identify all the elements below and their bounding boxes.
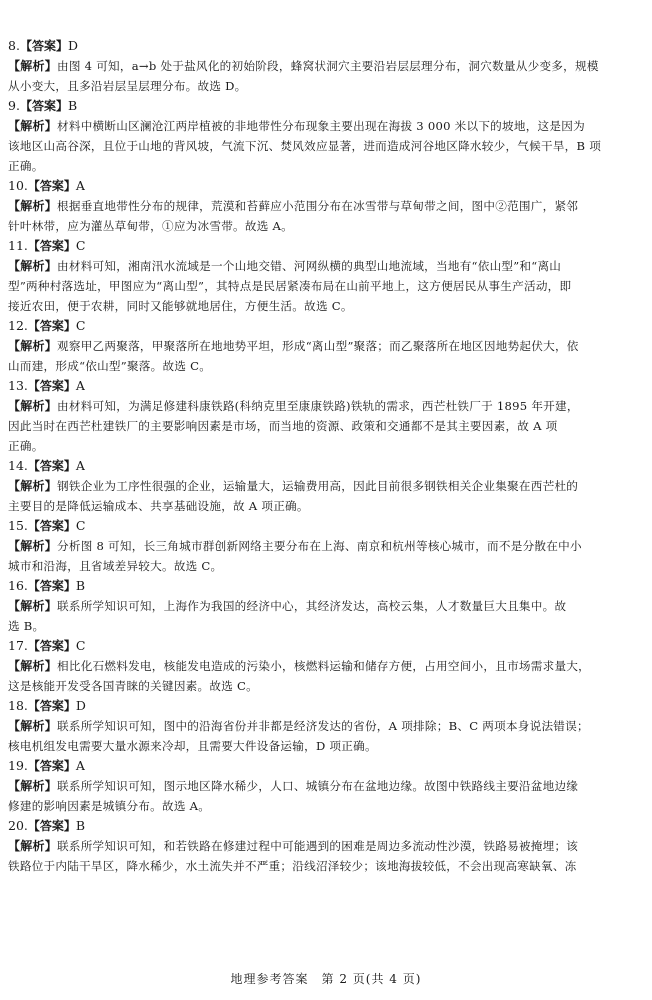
answer-value: D: [75, 698, 86, 713]
answer-item: [8, 456, 638, 516]
analysis-tag: 【解析】: [8, 339, 58, 353]
analysis-line: [8, 716, 638, 736]
analysis-text: 接近农田，便于农耕，同时又能够就地居住，方便生活。故选 C。: [8, 299, 353, 313]
analysis-line: [8, 296, 638, 316]
question-number: 18.: [8, 698, 28, 713]
analysis-text: 由材料可知，为满足修建科康铁路(科纳克里至康康铁路)铁轨的需求，西芒杜铁厂于 1895 年开建，: [57, 399, 579, 413]
analysis-tag: 【解析】: [8, 119, 58, 133]
answer-item: [8, 636, 638, 696]
answer-tag: 【答案】: [27, 639, 76, 653]
answer-value: C: [75, 318, 86, 333]
analysis-text: 联系所学知识可知，上海作为我国的经济中心，其经济发达，高校云集，人才数量巨大且集中。故: [57, 599, 567, 613]
answer-line: [8, 516, 638, 536]
answer-tag: 【答案】: [27, 579, 76, 593]
answer-line: [8, 756, 638, 776]
answer-tag: 【答案】: [27, 759, 76, 773]
answer-line: [8, 456, 638, 476]
analysis-text: 由材料可知，湘南汛水流域是一个山地交错、河网纵横的典型山地流域，当地有“依山型”和“离山: [57, 259, 562, 273]
analysis-tag: 【解析】: [8, 199, 58, 213]
analysis-line: [8, 56, 638, 76]
answer-value: D: [67, 38, 78, 53]
answer-item: [8, 696, 638, 756]
analysis-line: [8, 216, 638, 236]
page-footer: 地理参考答案 第 2 页(共 4 页): [230, 972, 422, 986]
answer-item: [8, 576, 638, 636]
analysis-line: [8, 736, 638, 756]
analysis-text: 联系所学知识可知，图中的沿海省份并非都是经济发达的省份，A 项排除；B、C 两项本身说法错误；: [57, 719, 589, 733]
analysis-line: [8, 476, 638, 496]
analysis-line: [8, 616, 638, 636]
question-number: 15.: [8, 518, 28, 533]
answer-item: [8, 96, 638, 176]
question-number: 14.: [8, 458, 28, 473]
question-number: 16.: [8, 578, 28, 593]
answer-value: B: [75, 578, 86, 593]
answer-tag: 【答案】: [27, 819, 76, 833]
question-number: 11.: [8, 238, 28, 253]
answer-tag: 【答案】: [27, 319, 76, 333]
answer-tag: 【答案】: [27, 519, 76, 533]
answer-value: B: [75, 818, 86, 833]
answer-value: C: [75, 638, 86, 653]
analysis-text: 核电机组发电需要大量水源来冷却，且需要大件设备运输，D 项正确。: [8, 739, 377, 753]
analysis-line: [8, 256, 638, 276]
analysis-text: 从小变大，且多沿岩层呈层理分布。故选 D。: [8, 79, 247, 93]
answer-tag: 【答案】: [27, 379, 76, 393]
answer-item: [8, 176, 638, 236]
answer-tag: 【答案】: [27, 459, 76, 473]
analysis-text: 材料中横断山区澜沧江两岸植被的非地带性分布现象主要出现在海拔 3 000 米以下的坡地，这是因为: [57, 119, 585, 133]
analysis-line: [8, 276, 638, 296]
answer-item: [8, 816, 638, 876]
analysis-text: 钢铁企业为工序性很强的企业，运输量大，运输费用高，因此目前很多钢铁相关企业集聚在西芒杜的: [57, 479, 579, 493]
analysis-text: 联系所学知识可知，图示地区降水稀少，人口、城镇分布在盆地边缘。故图中铁路线主要沿盆地边缘: [57, 779, 579, 793]
analysis-line: [8, 856, 638, 876]
answer-line: [8, 316, 638, 336]
analysis-line: [8, 196, 638, 216]
analysis-text: 分析图 8 可知，长三角城市群创新网络主要分布在上海、南京和杭州等核心城市，而不是分散在中小: [57, 539, 582, 553]
question-number: 12.: [8, 318, 28, 333]
analysis-line: [8, 596, 638, 616]
analysis-text: 正确。: [8, 439, 44, 453]
analysis-tag: 【解析】: [8, 539, 58, 553]
answer-item: [8, 516, 638, 576]
question-number: 10.: [8, 178, 28, 193]
answer-tag: 【答案】: [19, 99, 68, 113]
answer-value: A: [75, 758, 85, 773]
analysis-line: [8, 336, 638, 356]
answer-tag: 【答案】: [27, 699, 76, 713]
analysis-text: 正确。: [8, 159, 44, 173]
answer-line: [8, 176, 638, 196]
analysis-tag: 【解析】: [8, 599, 58, 613]
analysis-tag: 【解析】: [8, 839, 58, 853]
analysis-text: 观察甲乙两聚落，甲聚落所在地地势平坦，形成“离山型”聚落；而乙聚落所在地区因地势起伏大，依: [57, 339, 579, 353]
answer-value: A: [75, 458, 85, 473]
answer-tag: 【答案】: [27, 179, 76, 193]
answer-item: [8, 756, 638, 816]
analysis-text: 相比化石燃料发电，核能发电造成的污染小，核燃料运输和储存方便，占用空间小，且市场需求量大，: [57, 659, 590, 673]
analysis-text: 主要目的是降低运输成本、共享基础设施，故 A 项正确。: [8, 499, 309, 513]
analysis-line: [8, 396, 638, 416]
answer-item: [8, 376, 638, 456]
answer-line: [8, 36, 638, 56]
analysis-tag: 【解析】: [8, 399, 58, 413]
analysis-tag: 【解析】: [8, 259, 58, 273]
analysis-text: 因此当时在西芒杜建铁厂的主要影响因素是市场，而当地的资源、政策和交通都不是其主要因素，故 A 项: [8, 419, 558, 433]
analysis-line: [8, 416, 638, 436]
question-number: 9.: [8, 98, 20, 113]
analysis-text: 针叶林带，应为灌丛草甸带，①应为冰雪带。故选 A。: [8, 219, 293, 233]
answer-tag: 【答案】: [27, 239, 76, 253]
analysis-tag: 【解析】: [8, 659, 58, 673]
analysis-text: 该地区山高谷深，且位于山地的背风坡，气流下沉、焚风效应显著，进而造成河谷地区降水较少，气候干旱，B 项: [8, 139, 602, 153]
question-number: 8.: [8, 38, 20, 53]
answer-line: [8, 96, 638, 116]
question-number: 17.: [8, 638, 28, 653]
analysis-tag: 【解析】: [8, 479, 58, 493]
answer-value: B: [67, 98, 78, 113]
answer-line: [8, 696, 638, 716]
analysis-text: 城市和沿海，且省域差异较大。故选 C。: [8, 559, 223, 573]
analysis-line: [8, 656, 638, 676]
analysis-text: 联系所学知识可知，和若铁路在修建过程中可能遇到的困难是周边多流动性沙漠，铁路易被掩埋；该: [57, 839, 579, 853]
answer-value: A: [75, 378, 85, 393]
analysis-text: 根据垂直地带性分布的规律，荒漠和苔藓应小范围分布在冰雪带与草甸带之间，图中②范围广，紧邻: [57, 199, 579, 213]
analysis-text: 这是核能开发受各国青睐的关键因素。故选 C。: [8, 679, 258, 693]
analysis-tag: 【解析】: [8, 59, 58, 73]
analysis-text: 铁路位于内陆干旱区，降水稀少，水土流失并不严重；沿线沼泽较少；该地海拔较低，不会出现高寒缺氧、冻: [8, 859, 577, 873]
answer-line: [8, 236, 638, 256]
answer-tag: 【答案】: [19, 39, 68, 53]
answer-line: [8, 376, 638, 396]
analysis-line: [8, 496, 638, 516]
answer-document: [8, 36, 638, 876]
question-number: 13.: [8, 378, 28, 393]
analysis-text: 型”两种村落选址，甲图应为“离山型”，其特点是民居紧凑布局在山前平地上，这方便居民从事生产活动，即: [8, 279, 572, 293]
analysis-text: 由图 4 可知，a→b 处于盐风化的初始阶段，蜂窝状洞穴主要沿岩层层理分布，洞穴数量从少变多，规模: [57, 59, 599, 73]
analysis-text: 修建的影响因素是城镇分布。故选 A。: [8, 799, 211, 813]
analysis-line: [8, 156, 638, 176]
answer-item: [8, 36, 638, 96]
answer-item: [8, 316, 638, 376]
analysis-tag: 【解析】: [8, 779, 58, 793]
analysis-line: [8, 796, 638, 816]
question-number: 20.: [8, 818, 28, 833]
analysis-line: [8, 356, 638, 376]
question-number: 19.: [8, 758, 28, 773]
answer-line: [8, 816, 638, 836]
analysis-line: [8, 136, 638, 156]
analysis-line: [8, 536, 638, 556]
analysis-tag: 【解析】: [8, 719, 58, 733]
analysis-text: 选 B。: [8, 619, 45, 633]
answer-value: C: [75, 238, 86, 253]
analysis-line: [8, 116, 638, 136]
analysis-line: [8, 836, 638, 856]
analysis-line: [8, 676, 638, 696]
analysis-line: [8, 556, 638, 576]
answer-line: [8, 576, 638, 596]
analysis-text: 山而建，形成“依山型”聚落。故选 C。: [8, 359, 212, 373]
answer-item: [8, 236, 638, 316]
analysis-line: [8, 776, 638, 796]
answer-value: A: [75, 178, 85, 193]
analysis-line: [8, 436, 638, 456]
analysis-line: [8, 76, 638, 96]
answer-value: C: [75, 518, 86, 533]
answer-line: [8, 636, 638, 656]
